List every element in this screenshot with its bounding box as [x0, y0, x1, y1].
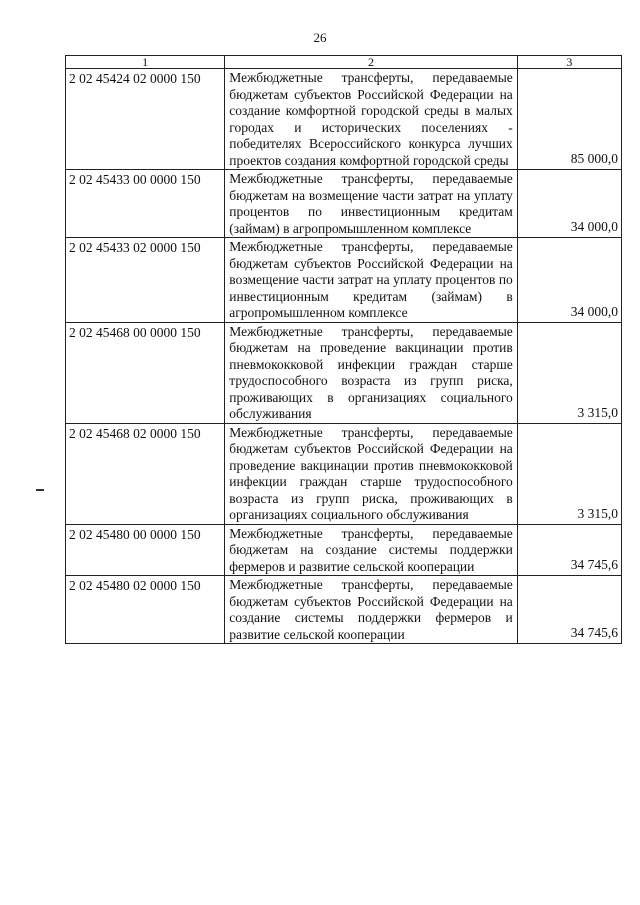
code-cell: 2 02 45433 02 0000 150	[66, 238, 225, 323]
budget-table	[65, 55, 622, 644]
margin-mark	[36, 489, 44, 491]
table-row	[66, 238, 622, 323]
name-cell: Межбюджетные трансферты, передаваемые бюджетам субъектов Российской Федерации на возмещение части затрат на уплату процентов по инвестиционным кредитам (займам) в агропромышленном комплексе	[225, 238, 518, 323]
code-cell: 2 02 45480 00 0000 150	[66, 524, 225, 576]
table-row	[66, 576, 622, 644]
page-number: 26	[313, 30, 327, 45]
table-header-row	[66, 56, 622, 69]
name-cell: Межбюджетные трансферты, передаваемые бюджетам субъектов Российской Федерации на проведение вакцинации против пневмококковой инфекции граждан старше трудоспособного возраста из групп риска, проживающих в организациях социального обслуживания	[225, 423, 518, 524]
name-cell: Межбюджетные трансферты, передаваемые бюджетам субъектов Российской Федерации на создание системы поддержки фермеров и развитие сельской кооперации	[225, 576, 518, 644]
table-row	[66, 170, 622, 238]
table-row	[66, 423, 622, 524]
code-cell: 2 02 45480 02 0000 150	[66, 576, 225, 644]
name-cell: Межбюджетные трансферты, передаваемые бюджетам субъектов Российской Федерации на создание комфортной городской среды в малых городах и исторических поселениях - победителях Всероссийского конкурса лучших проектов создания комфортной городской среды	[225, 69, 518, 170]
code-cell: 2 02 45468 02 0000 150	[66, 423, 225, 524]
code-cell: 2 02 45433 00 0000 150	[66, 170, 225, 238]
amount-cell: 3 315,0	[517, 423, 621, 524]
amount-cell: 3 315,0	[517, 322, 621, 423]
header-col-2: 2	[225, 56, 518, 69]
table-row	[66, 524, 622, 576]
name-cell: Межбюджетные трансферты, передаваемые бюджетам на возмещение части затрат на уплату процентов по инвестиционным кредитам (займам) в агропромышленном комплексе	[225, 170, 518, 238]
code-cell: 2 02 45424 02 0000 150	[66, 69, 225, 170]
amount-cell: 85 000,0	[517, 69, 621, 170]
name-cell: Межбюджетные трансферты, передаваемые бюджетам на проведение вакцинации против пневмококковой инфекции граждан старше трудоспособного возраста из групп риска, проживающих в организациях социального обслуживания	[225, 322, 518, 423]
name-cell: Межбюджетные трансферты, передаваемые бюджетам на создание системы поддержки фермеров и развитие сельской кооперации	[225, 524, 518, 576]
header-col-3: 3	[517, 56, 621, 69]
table-row	[66, 322, 622, 423]
code-cell: 2 02 45468 00 0000 150	[66, 322, 225, 423]
header-col-1: 1	[66, 56, 225, 69]
amount-cell: 34 745,6	[517, 524, 621, 576]
amount-cell: 34 000,0	[517, 238, 621, 323]
amount-cell: 34 745,6	[517, 576, 621, 644]
amount-cell: 34 000,0	[517, 170, 621, 238]
table-row	[66, 69, 622, 170]
